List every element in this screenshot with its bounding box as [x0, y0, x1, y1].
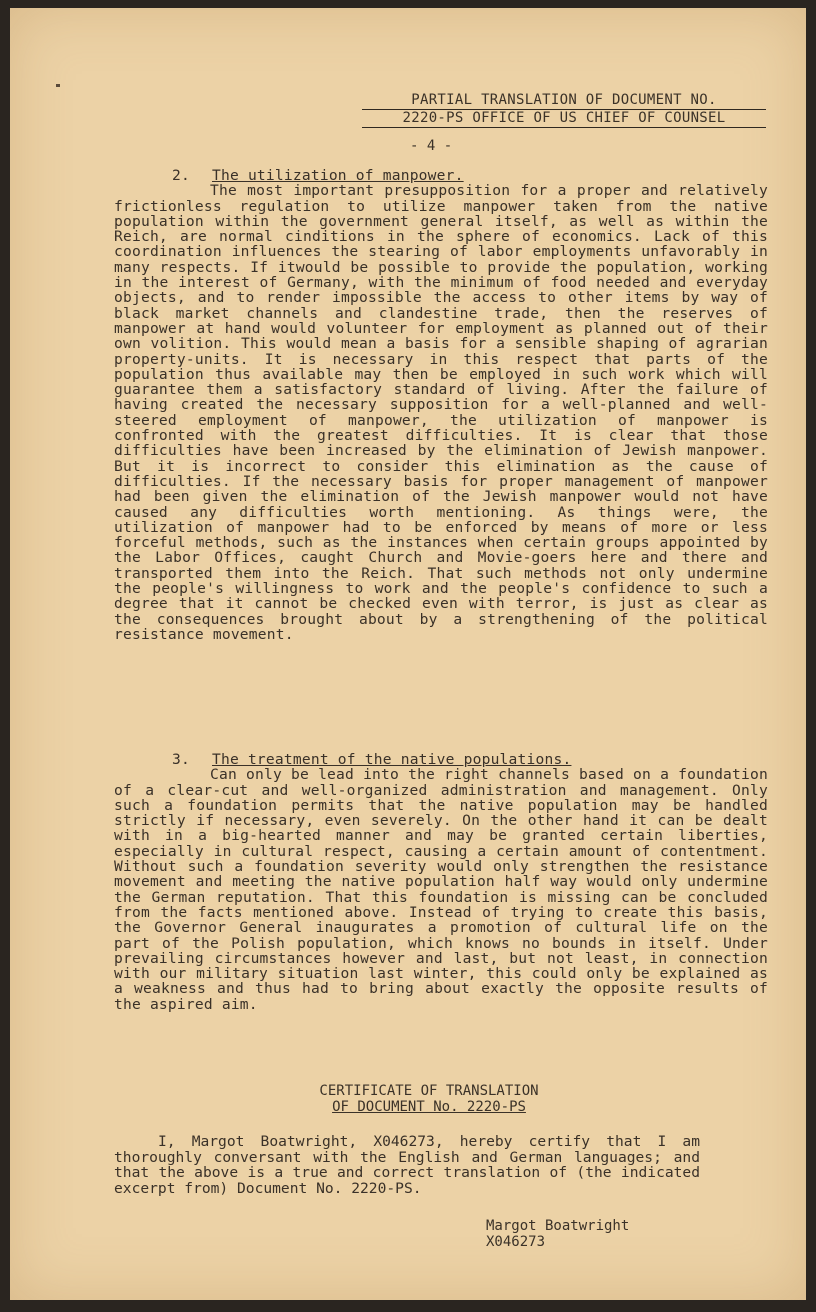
signature-block: [486, 1218, 629, 1250]
section-native-populations: [114, 752, 768, 1012]
signature-name: Margot Boatwright: [486, 1218, 630, 1234]
section-heading: [114, 752, 768, 767]
section-number: 3.: [172, 751, 190, 768]
section-number: 2.: [172, 167, 190, 184]
section-title: The treatment of the native populations.: [212, 751, 572, 768]
certificate-title-line-1: CERTIFICATE OF TRANSLATION: [319, 1083, 539, 1099]
certificate-title-line-2: OF DOCUMENT No. 2220-PS: [332, 1099, 526, 1115]
section-body: The most important presupposition for a proper and relatively frictionless regulation to utilize manpower taken from the native population within the government general itself, as well as within the Reich, are normal cinditions in the sphere of economics. Lack of this coordination influences the stearing of labor employments unfavorably in many respects. If itwould be possible to provide the population, working in the interest of Germany, with the minimum of food needed and everyday objects, and to render impossible the access to other items by way of black market channels and clandestine trade, then the reserves of manpower at hand would volunteer for employment as planned out of their own volition. This would mean a basis for a sensible shaping of agrarian property-units. It is necessary in this respect that parts of the population thus available may then be employed in such work which will guarantee them a satisfactory standard of living. After the failure of having created the necessary supposition for a well-planned and well-steered employment of manpower, the utilization of manpower is confronted with the greatest difficulties. It is clear that those difficulties have been increased by the elimination of Jewish manpower. But it is incorrect to consider this elimination as the cause of difficulties. If the necessary basis for proper management of manpower had been given the elimination of the Jewish manpower would not have caused any difficulties worth mentioning. As things were, the utilization of manpower had to be enforced by means of more or less forceful methods, such as the instances when certain groups appointed by the Labor Offices, caught Church and Movie-goers here and there and transported them into the Reich. That such methods not only undermine the people's willingness to work and the people's confidence to such a degree that it cannot be checked even with terror, is just as clear as the consequences brought about by a strengthening of the political resistance movement.: [114, 182, 768, 643]
section-manpower: [114, 168, 768, 642]
ink-speck: [56, 84, 60, 87]
header-line-2: 2220-PS OFFICE OF US CHIEF OF COUNSEL: [362, 110, 766, 128]
section-heading: [114, 168, 768, 183]
signature-id: X046273: [486, 1234, 546, 1250]
header-line-1: PARTIAL TRANSLATION OF DOCUMENT NO.: [362, 92, 766, 110]
document-header: [362, 92, 766, 128]
document-page: [10, 8, 806, 1300]
section-body: Can only be lead into the right channels based on a foundation of a clear-cut and well-organized administration and management. Only such a foundation permits that the native population may be handled strictly if necessary, even severely. On the other hand it can be dealt with in a big-hearted manner and may be granted certain liberties, especially in cultural respect, causing a certain amount of contentment. Without such a foundation severity would only strengthen the resistance movement and meeting the native population half way would only undermine the German reputation. That this foundation is missing can be concluded from the facts mentioned above. Instead of trying to create this basis, the Governor General inaugurates a promotion of cultural life on the part of the Polish population, which knows no bounds in itself. Under prevailing circumstances however and last, but not least, in connection with our military situation last winter, this could only be explained as a weakness and thus had to bring about exactly the opposite results of the aspired aim.: [114, 766, 768, 1013]
certificate-title: [300, 1083, 558, 1115]
page-number: - 4 -: [410, 138, 453, 154]
certificate-body: I, Margot Boatwright, X046273, hereby certify that I am thoroughly conversant with the English and German languages; and that the above is a true and correct translation of (the indicated excerpt from) Document No. 2220-PS.: [114, 1133, 700, 1197]
section-title: The utilization of manpower.: [212, 167, 464, 184]
